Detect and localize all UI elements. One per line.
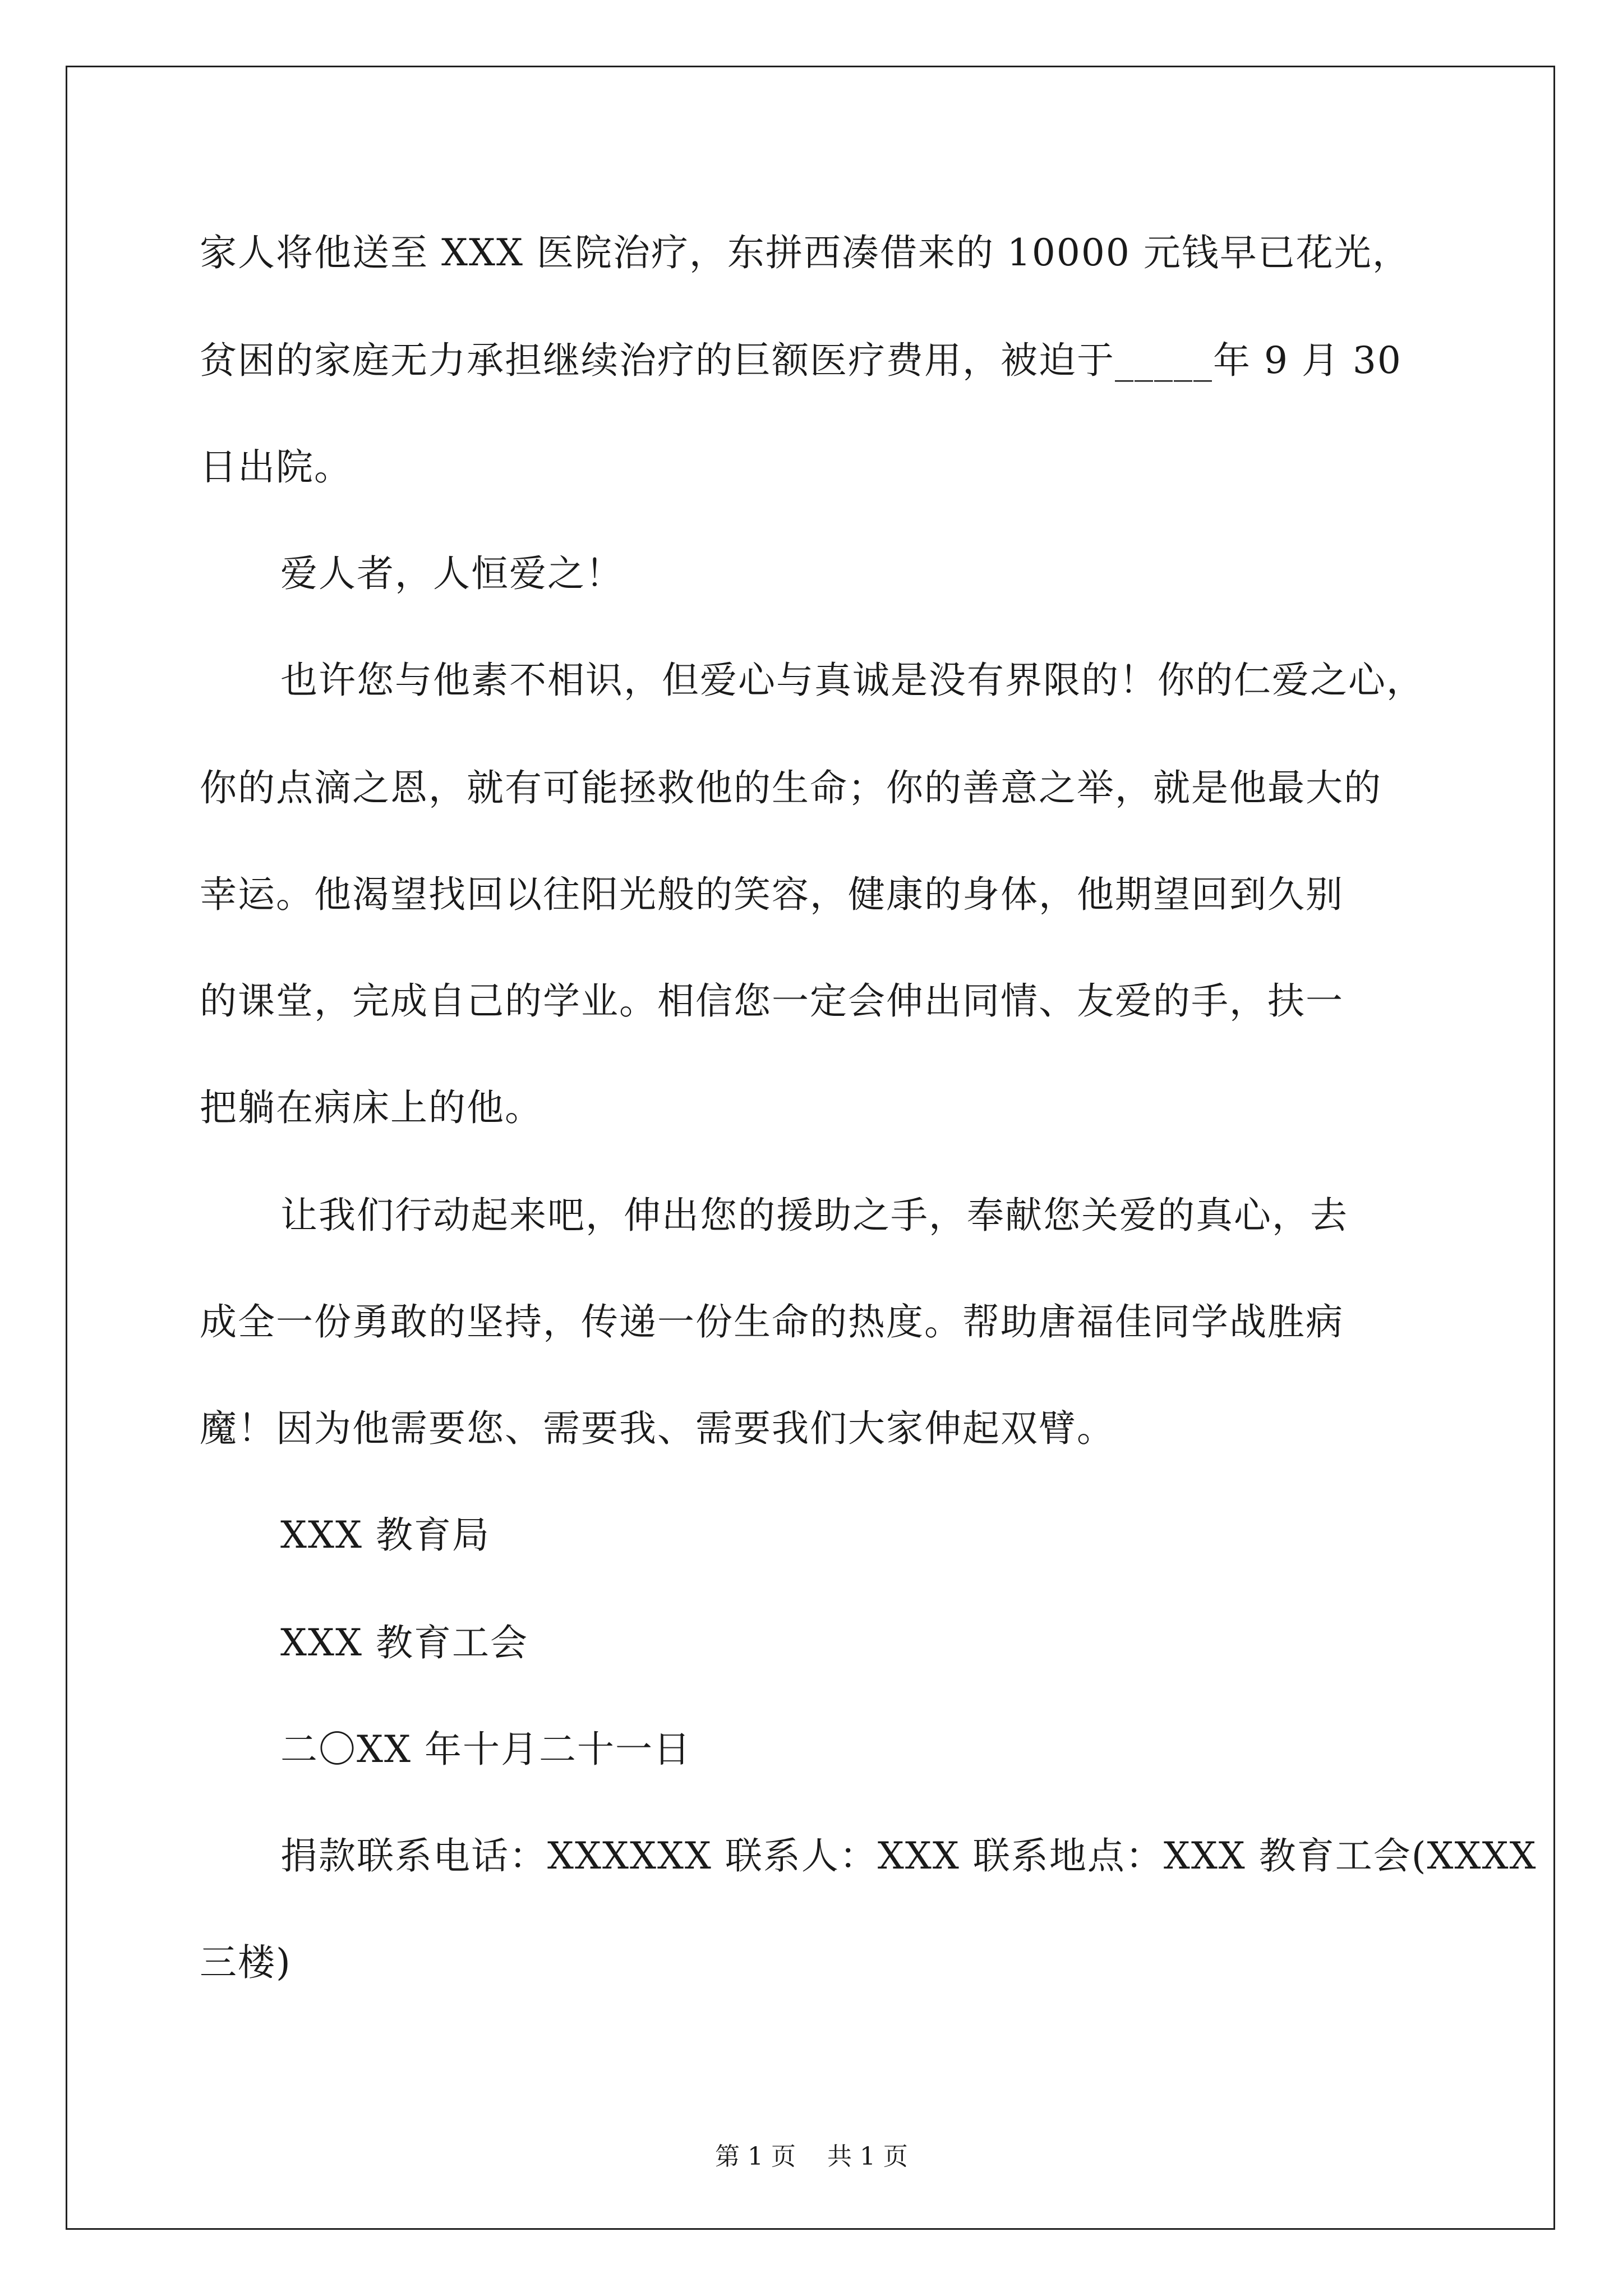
page-border (66, 66, 1555, 2230)
body-line-10: 让我们行动起来吧，伸出您的援助之手，奉献您关爱的真心，去 (280, 1194, 1348, 1237)
page-footer: 第 1 页 共 1 页 (715, 2142, 908, 2171)
date-line: 二〇XX 年十月二十一日 (280, 1728, 691, 1771)
body-line-8: 的课堂，完成自己的学业。相信您一定会伸出同情、友爱的手，扶一 (200, 979, 1344, 1023)
body-line-1: 家人将他送至 XXX 医院治疗，东拼西凑借来的 10000 元钱早已花光， (200, 231, 1410, 274)
body-line-4: 爱人者，人恒爱之！ (280, 552, 624, 595)
body-line-5: 也许您与他素不相识，但爱心与真诚是没有界限的！你的仁爱之心， (280, 659, 1424, 702)
signature-line-2: XXX 教育工会 (280, 1621, 528, 1664)
body-line-9: 把躺在病床上的他。 (200, 1086, 543, 1129)
body-line-12: 魔！因为他需要您、需要我、需要我们大家伸起双臂。 (200, 1407, 1115, 1450)
body-line-6: 你的点滴之恩，就有可能拯救他的生命；你的善意之举，就是他最大的 (200, 766, 1382, 809)
contact-line-1: 捐款联系电话：XXXXXX 联系人：XXX 联系地点：XXX 教育工会(XXXX (280, 1834, 1537, 1878)
signature-line-1: XXX 教育局 (280, 1513, 490, 1557)
body-line-7: 幸运。他渴望找回以往阳光般的笑容，健康的身体，他期望回到久别 (200, 873, 1344, 916)
body-line-3: 日出院。 (200, 445, 352, 489)
body-line-2: 贫困的家庭无力承担继续治疗的巨额医疗费用，被迫于_____年 9 月 30 (200, 339, 1402, 382)
contact-line-2: 三楼) (200, 1941, 292, 1984)
body-line-11: 成全一份勇敢的坚持，传递一份生命的热度。帮助唐福佳同学战胜病 (200, 1300, 1344, 1343)
